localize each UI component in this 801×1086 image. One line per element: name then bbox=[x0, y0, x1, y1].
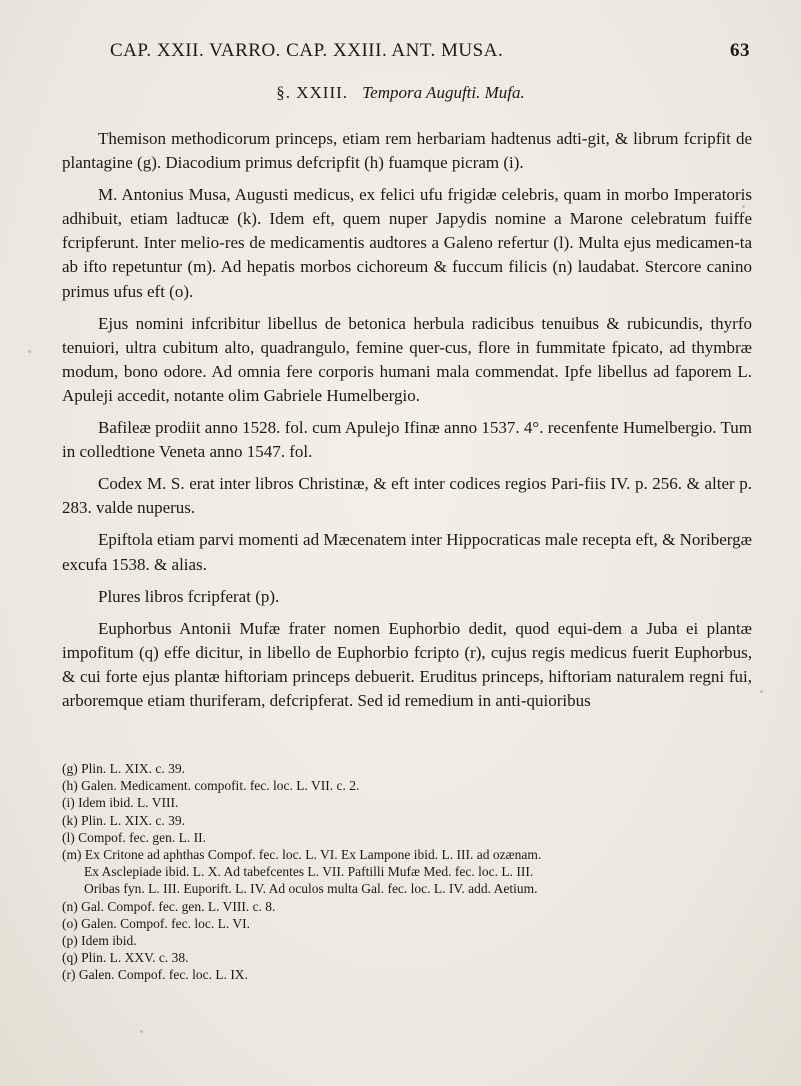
page-number: 63 bbox=[730, 40, 750, 61]
footnote-o: (o) Galen. Compof. fec. loc. L. VI. bbox=[62, 915, 250, 931]
footnote-m-continued-2: Oribas fyn. L. III. Euporift. L. IV. Ad oculos multa Gal. fec. loc. L. IV. add. Aetium. bbox=[84, 881, 538, 897]
paragraph-antonius-musa: M. Antonius Musa, Augusti medicus, ex felici ufu frigidæ celebris, quam in morbo Imperatoris adhibuit, etiam ladtucæ (k). Idem eft, quem nuper Japydis nomine a Marone celebratum fuiffe fcripferunt. Inter melio-res de medicamentis audtores a Galeno refertur (l). Multa ejus medicamen-ta ab ifto repetuntur (m). Ad hepatis morbos cichoreum & fuccum filicis (n) laudabat. Stercore canino primus ufus eft (o). bbox=[62, 185, 752, 301]
footnote-l: (l) Compof. fec. gen. L. II. bbox=[62, 829, 206, 845]
paragraph-codex: Codex M. S. erat inter libros Christinæ, & eft inter codices regios Pari-fiis IV. p. 256. & alter p. 283. valde nuperus. bbox=[62, 474, 752, 518]
paragraph-editions: Bafileæ prodiit anno 1528. fol. cum Apulejo Ifinæ anno 1537. 4°. recenfente Humelbergio. Tum in colledtione Veneta anno 1547. fol. bbox=[62, 418, 752, 462]
paragraph-plures-libros: Plures libros fcripferat (p). bbox=[98, 586, 280, 606]
footnote-h: (h) Galen. Medicament. compofit. fec. loc. L. VII. c. 2. bbox=[62, 778, 360, 794]
footnote-m-continued: Ex Asclepiade ibid. L. X. Ad tabefcentes L. VII. Paftilli Mufæ Med. fec. loc. L. III. bbox=[84, 864, 534, 880]
footnote-p: (p) Idem ibid. bbox=[62, 933, 137, 949]
footnote-i: (i) Idem ibid. L. VIII. bbox=[62, 795, 179, 811]
paragraph-epistola: Epiftola etiam parvi momenti ad Mæcenatem inter Hippocraticas male recepta eft, & Noribergæ excufa 1538. & alias. bbox=[62, 530, 752, 574]
footnote-n: (n) Gal. Compof. fec. gen. L. VIII. c. 8. bbox=[62, 898, 276, 914]
running-head-text: CAP. XXII. VARRO. CAP. XXIII. ANT. MUSA. bbox=[110, 40, 504, 61]
paragraph-betonica: Ejus nomini infcribitur libellus de betonica herbula radicibus tenuibus & rubicundis, thyrfo tenuiori, ultra cubitum alto, quadrangulo, femine quer-cus, flore in fummitate fpicato, ad thymbræ modum, bono odore. Ad omnia fere corporis humani mala commendat. Ipfe libellus ad faporem L. Apuleji accedit, notante olim Gabriele Humelbergio. bbox=[62, 313, 752, 405]
paper-speck bbox=[28, 350, 31, 353]
footnote-k: (k) Plin. L. XIX. c. 39. bbox=[62, 812, 185, 828]
section-title: Tempora Augufti. Mufa. bbox=[362, 83, 525, 102]
footnote-q: (q) Plin. L. XXV. c. 38. bbox=[62, 950, 189, 966]
main-text bbox=[62, 127, 752, 721]
footnote-r: (r) Galen. Compof. fec. loc. L. IX. bbox=[62, 967, 248, 983]
footnote-g: (g) Plin. L. XIX. c. 39. bbox=[62, 761, 185, 776]
section-heading bbox=[0, 83, 801, 103]
footnotes bbox=[62, 760, 752, 984]
paper-speck bbox=[760, 690, 763, 693]
section-number: §. XXIII. bbox=[276, 83, 349, 102]
paragraph-euphorbus: Euphorbus Antonii Mufæ frater nomen Euphorbio dedit, quod equi-dem a Juba ei plantæ impofitum (q) effe dicitur, in libello de Euphorbio fcripto (r), cujus regis medicus fuerit Euphorbus, & cui forte ejus plantæ hiftoriam princeps debuerit. Eruditus princeps, hiftoriam naturalem regni fui, arboremque etiam thuriferam, defcripferat. Sed id remedium in anti-quioribus bbox=[62, 618, 752, 710]
running-header bbox=[110, 40, 750, 68]
paragraph-themison: Themison methodicorum princeps, etiam rem herbariam hadtenus adti-git, & librum fcripfit de plantagine (g). Diacodium primus defcripfit (h) fuamque picram (i). bbox=[62, 129, 752, 173]
paper-speck bbox=[742, 205, 745, 208]
footnote-m: (m) Ex Critone ad aphthas Compof. fec. loc. L. VI. Ex Lampone ibid. L. III. ad ozænam. bbox=[62, 847, 542, 863]
paper-speck bbox=[140, 1030, 143, 1033]
